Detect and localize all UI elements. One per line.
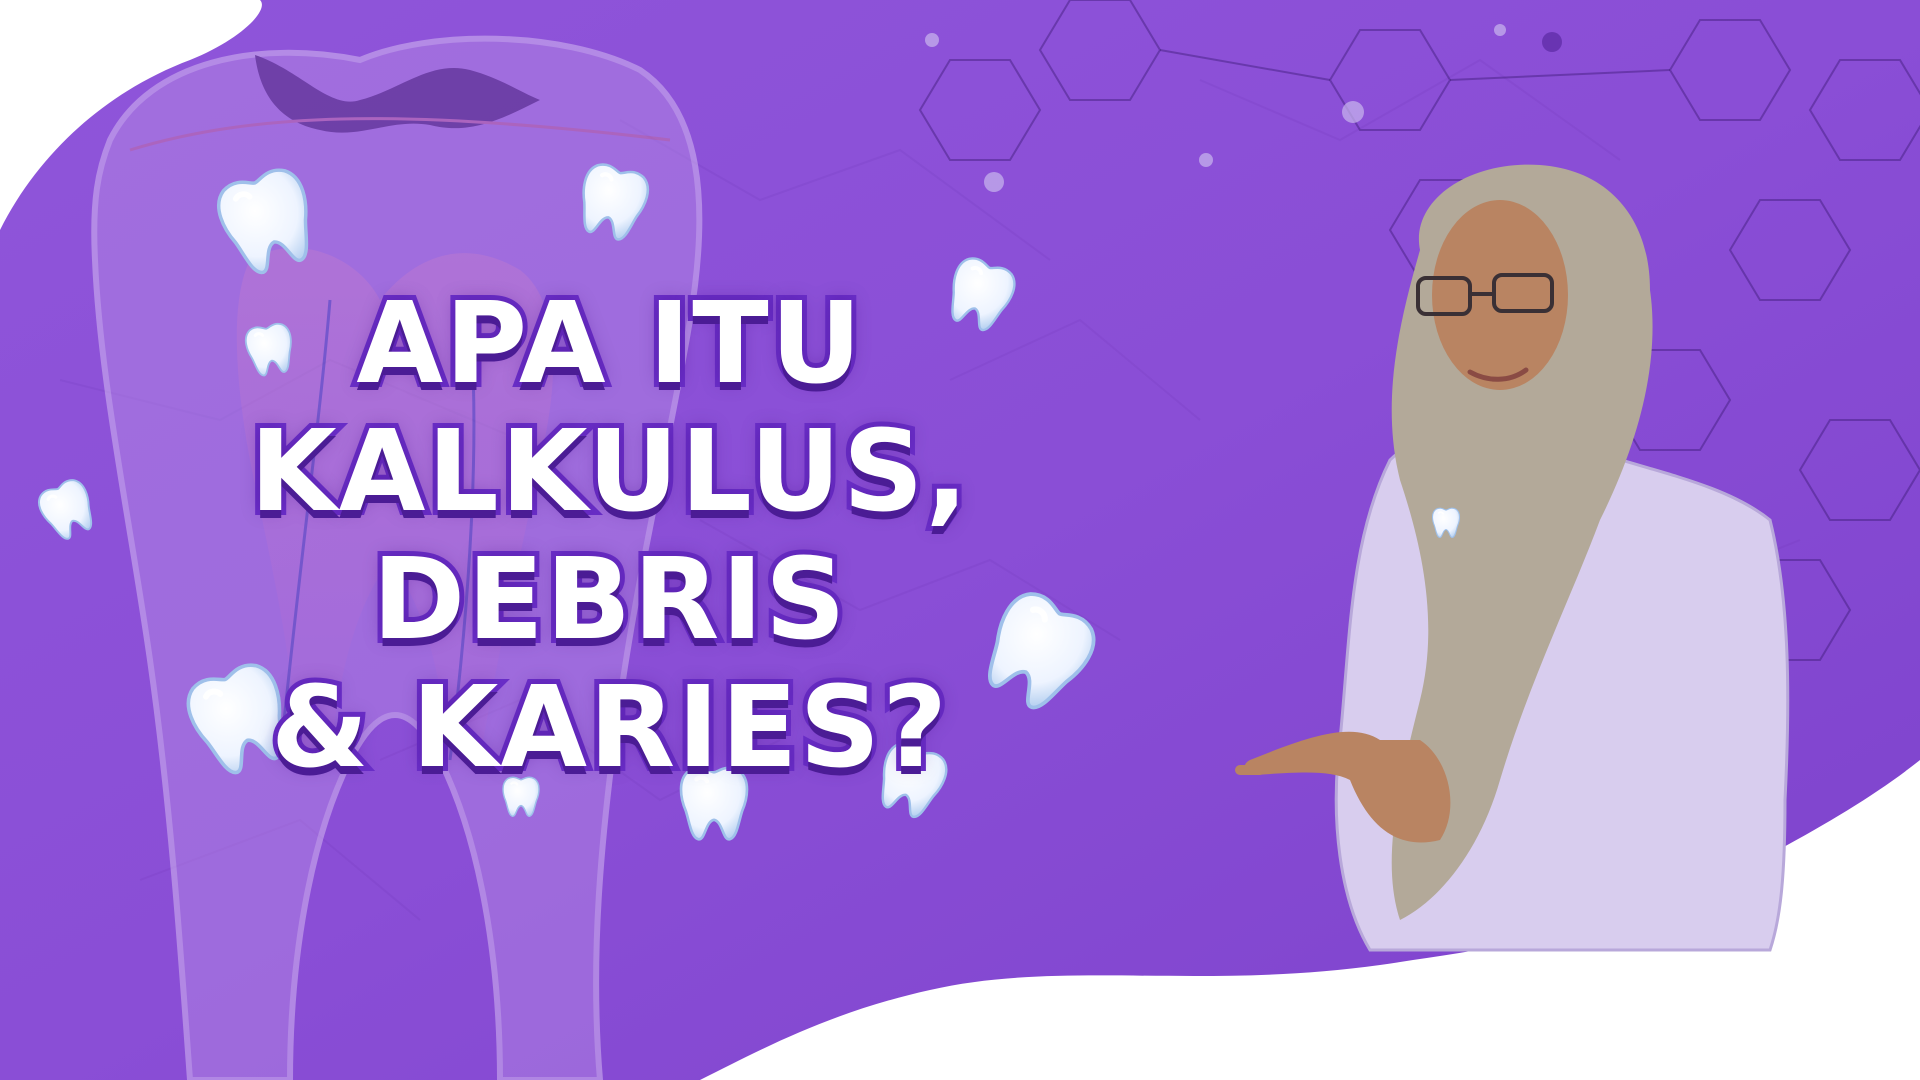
headline-title (100, 280, 1120, 792)
headline-line-2: KALKULUS, DEBRIS (249, 407, 971, 665)
face (1432, 200, 1568, 390)
headline-line-1: APA ITU (356, 279, 864, 409)
headline-line-3: & KARIES? (270, 663, 950, 793)
